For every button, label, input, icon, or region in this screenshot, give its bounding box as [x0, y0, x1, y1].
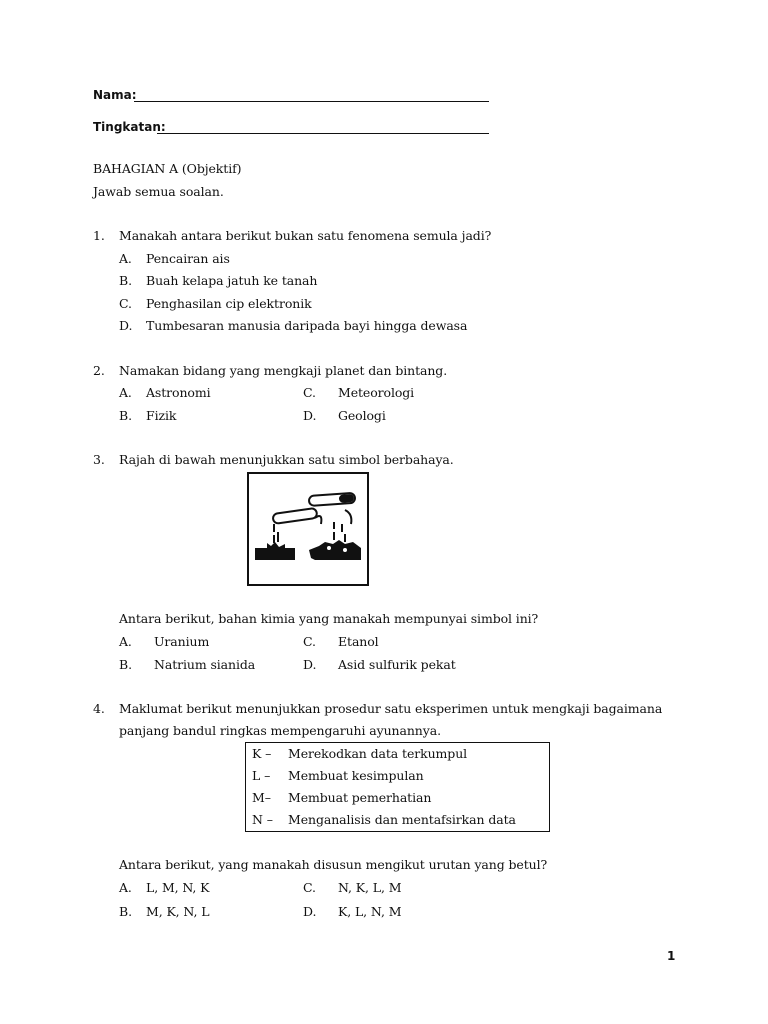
question-3-number: 3.: [93, 452, 105, 467]
q4-option-a-letter: A.: [119, 880, 132, 895]
question-4-text-line2: panjang bandul ringkas mempengaruhi ayunannya.: [119, 723, 441, 738]
section-instruction: Jawab semua soalan.: [93, 184, 224, 199]
q4-option-c-letter: C.: [303, 880, 316, 895]
q2-option-a-letter: A.: [119, 385, 132, 400]
q3-option-a-text: Uranium: [154, 634, 210, 649]
step-m-text: Membuat pemerhatian: [288, 790, 432, 805]
q2-option-d-letter: D.: [303, 408, 317, 423]
step-n-key: N –: [252, 812, 273, 827]
question-3-question: Antara berikut, bahan kimia yang manakah mempunyai simbol ini?: [119, 611, 539, 626]
question-4-text-line1: Maklumat berikut menunjukkan prosedur satu eksperimen untuk mengkaji bagaimana: [119, 701, 663, 716]
step-l-key: L –: [252, 768, 271, 783]
question-4-question: Antara berikut, yang manakah disusun mengikut urutan yang betul?: [119, 857, 548, 872]
nama-field-line[interactable]: [134, 101, 489, 102]
q4-option-d-text: K, L, N, M: [338, 904, 402, 919]
q4-option-c-text: N, K, L, M: [338, 880, 402, 895]
q4-option-b-text: M, K, N, L: [146, 904, 210, 919]
step-n-text: Menganalisis dan mentafsirkan data: [288, 812, 516, 827]
q1-option-a-letter: A.: [119, 251, 132, 266]
q2-option-b-letter: B.: [119, 408, 132, 423]
q2-option-b-text: Fizik: [146, 408, 177, 423]
question-4-number: 4.: [93, 701, 105, 716]
q3-option-d-letter: D.: [303, 657, 317, 672]
q4-option-b-letter: B.: [119, 904, 132, 919]
question-1-number: 1.: [93, 228, 105, 243]
tingkatan-label: Tingkatan:: [93, 120, 166, 134]
q3-option-a-letter: A.: [119, 634, 132, 649]
corrosive-icon: [249, 474, 367, 584]
q1-option-c-text: Penghasilan cip elektronik: [146, 296, 312, 311]
q1-option-b-text: Buah kelapa jatuh ke tanah: [146, 273, 318, 288]
q1-option-c-letter: C.: [119, 296, 132, 311]
q2-option-d-text: Geologi: [338, 408, 386, 423]
q4-option-a-text: L, M, N, K: [146, 880, 210, 895]
corrosive-hazard-symbol: [247, 472, 369, 586]
question-3-text: Rajah di bawah menunjukkan satu simbol berbahaya.: [119, 452, 454, 467]
q1-option-a-text: Pencairan ais: [146, 251, 230, 266]
question-2-number: 2.: [93, 363, 105, 378]
q1-option-d-letter: D.: [119, 318, 133, 333]
step-l-text: Membuat kesimpulan: [288, 768, 424, 783]
nama-label: Nama:: [93, 88, 137, 102]
q3-option-b-text: Natrium sianida: [154, 657, 256, 672]
q2-option-a-text: Astronomi: [146, 385, 211, 400]
page-number: 1: [667, 949, 676, 963]
q1-option-b-letter: B.: [119, 273, 132, 288]
q3-option-c-text: Etanol: [338, 634, 379, 649]
q2-option-c-letter: C.: [303, 385, 316, 400]
section-title: BAHAGIAN A (Objektif): [93, 161, 242, 176]
q1-option-d-text: Tumbesaran manusia daripada bayi hingga dewasa: [146, 318, 468, 333]
q3-option-c-letter: C.: [303, 634, 316, 649]
q2-option-c-text: Meteorologi: [338, 385, 415, 400]
step-k-key: K –: [252, 746, 272, 761]
q3-option-d-text: Asid sulfurik pekat: [338, 657, 456, 672]
q3-option-b-letter: B.: [119, 657, 132, 672]
step-m-key: M–: [252, 790, 271, 805]
step-k-text: Merekodkan data terkumpul: [288, 746, 468, 761]
question-1-text: Manakah antara berikut bukan satu fenomena semula jadi?: [119, 228, 492, 243]
q4-option-d-letter: D.: [303, 904, 317, 919]
tingkatan-field-line[interactable]: [157, 133, 489, 134]
question-2-text: Namakan bidang yang mengkaji planet dan bintang.: [119, 363, 448, 378]
